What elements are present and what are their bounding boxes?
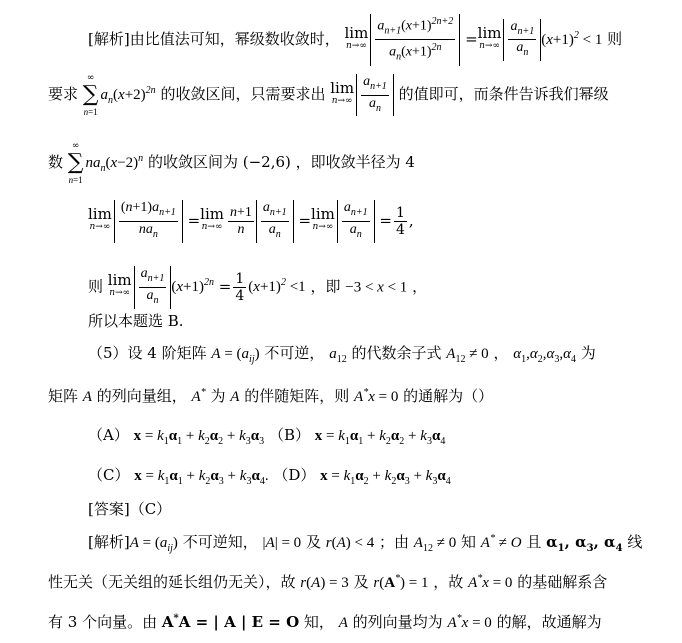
text: 的列向量组， [96, 387, 187, 405]
text: 的收敛区间为 [147, 153, 238, 171]
text: ， [412, 277, 428, 296]
answer-line [88, 498, 171, 520]
limit-expression: lim n→∞ [311, 205, 335, 233]
analysis-5-line-1: [解析]$A = (a_{ij})$ 不可逆知， |A| = 0 及 r(A) < 4 ；由 $A_{12} \ne 0$ 知 A* ≠ O 且 $\alpha_1$, $\alpha_3$, $\alpha_4$ 线 [88, 533, 643, 554]
text: ；由 [379, 533, 410, 551]
text: 线 [627, 533, 643, 551]
text: 不可逆， [264, 344, 325, 362]
conclusion-line [88, 310, 184, 332]
analysis-line-2: 要求 ∞ ∑ n=1 $a_n(x+2)^{2n}$ 的收敛区间，只需要求出 lim n→∞ $\frac{a_{n+1}}{a_n}$ 的值即可，而条件告诉我们幂级 [48, 73, 609, 117]
text: 矩阵 [48, 387, 79, 405]
limit-expression: lim n→∞ [477, 23, 502, 51]
text: 数 [48, 153, 64, 171]
limit-expression: lim n→∞ [200, 205, 224, 233]
limit-expression: lim n→∞ [330, 79, 355, 106]
text: 的解，故通解为 [496, 613, 602, 631]
text: 的列向量均为 [352, 613, 443, 631]
option-d-label: （D） [273, 466, 316, 484]
interval: (−2,6) [242, 153, 291, 171]
options-c-d: （C） $x = k_1\alpha_1 + k_2\alpha_3 + k_3\alpha_4$. （D） $x = k_1\alpha_2 + k_2\alpha_3 + k_3\alpha_4$ [88, 466, 451, 487]
text: 为 [580, 344, 596, 362]
sum-expression: ∞ ∑ n=1 [67, 141, 84, 185]
fraction: $\frac{n+1}{n}$ [230, 204, 252, 237]
analysis-line-3: 数 ∞ ∑ n=1 $na_n(x-2)^n$ 的收敛区间为 (−2,6) ，即收敛半径为 4 [48, 141, 415, 185]
options-a-b: （A） $x = k_1\alpha_1 + k_2\alpha_2 + k_3\alpha_3$ （B） $x = k_1\alpha_1 + k_2\alpha_2 + k_3\alpha_4$ [88, 426, 446, 447]
text: 的通解为（） [403, 387, 494, 405]
analysis-5-line-2: 性无关（无关组的延长组仍无关），故 r(A) = 3 及 r(A*) = 1 ，故 A*x = 0 的基础解系含 [48, 573, 608, 591]
fraction: $\frac{1}{4}$ [395, 204, 405, 238]
limit-expression: lim n→∞ [88, 205, 112, 233]
option-a-label: （A） [88, 426, 129, 444]
fraction: $\frac{1}{4}$ [235, 270, 245, 304]
abs-ratio: $\frac{a_{n+1}}{a_n}$ [356, 74, 394, 117]
analysis-5-line-3: 有 3 个向量。由 A*A = | A | E = O 知， A 的列向量均为 A*x = 0 的解，故通解为 [48, 613, 602, 631]
text: 的基础解系含 [517, 573, 608, 591]
question-5-line-1: （5）设 4 阶矩阵 $A = (a_{ij})$ 不可逆， $a_{12}$ 的代数余子式 $A_{12} \ne 0$ ， $\alpha_1,\alpha_2,\alpha_3,\alpha_4$ 为 [88, 344, 596, 365]
text: [解析] [88, 533, 130, 551]
limit-computation: lim n→∞ $\frac{(n+1)a_{n+1}}{na_n}$ = lim n→∞ $\frac{n+1}{n}$ $\frac{a_{n+1}}{a_n}$ = lim n→∞ $\frac{a_{n+1}}{a_n}$ = $\frac{1}{4}$ , [88, 200, 414, 243]
text: 且 [526, 533, 542, 551]
text: ，即 [310, 277, 341, 296]
abs-ratio: $\frac{a_{n+1}(x+1)^{2n+2}}{a_n(x+1)^{2n}}$ [370, 14, 460, 66]
text: 则 [607, 29, 623, 48]
text: 不可逆知， [182, 533, 258, 551]
text: 所以本题选 B. [88, 312, 184, 330]
text: 及 [353, 573, 369, 591]
limit-expression: lim n→∞ [107, 271, 132, 299]
text: 性无关（无关组的延长组仍无关），故 [48, 573, 296, 591]
text: 要求 [48, 85, 79, 103]
text: 知 [460, 533, 476, 551]
text: 及 [305, 533, 321, 551]
option-b-label: （B） [268, 426, 310, 444]
abs-ratio: $\frac{a_{n+1}}{a_n}$ [337, 200, 375, 243]
question-5-line-2: 矩阵 A 的列向量组， A* 为 A 的伴随矩阵，则 A*x = 0 的通解为（） [48, 387, 494, 405]
text: 的代数余子式 [351, 344, 442, 362]
abs-ratio: $\frac{a_{n+1}}{a_n}$ [134, 266, 172, 309]
abs-ratio: $\frac{(n+1)a_{n+1}}{na_n}$ [114, 200, 183, 243]
text: [解析]由比值法可知，幂级数收敛时， [88, 29, 340, 48]
limit-expression: lim n→∞ [344, 23, 369, 51]
text: ，故 [433, 573, 464, 591]
text: （5）设 4 阶矩阵 [88, 344, 207, 362]
text: 则 [88, 277, 104, 296]
abs-ratio: $\frac{a_{n+1}}{a_n}$ [503, 19, 541, 62]
abs-ratio: $\frac{a_{n+1}}{a_n}$ [256, 200, 294, 243]
sum-expression: ∞ ∑ n=1 [82, 73, 99, 117]
text: 的伴随矩阵，则 [244, 387, 350, 405]
text: 的收敛区间，只需要求出 [160, 85, 326, 103]
text: 有 3 个向量。由 [48, 613, 158, 631]
text: 为 [210, 387, 226, 405]
analysis-line-1: [解析]由比值法可知，幂级数收敛时， lim n→∞ $\frac{a_{n+1}(x+1)^{2n+2}}{a_n(x+1)^{2n}}$ = lim n→∞ $\frac{a_{n+1}}{a_n}$ $(x+1)^2 < 1$ 则 [88, 14, 622, 66]
text: 的值即可，而条件告诉我们幂级 [398, 85, 609, 103]
text: ，即收敛半径为 4 [295, 153, 415, 171]
text: 知， [303, 613, 334, 631]
analysis-line-5: 则 lim n→∞ $\frac{a_{n+1}}{a_n}$ $(x+1)^{2n}$ = $\frac{1}{4}$ $(x+1)^2 <1$ ，即 −3 < x < 1 ， [88, 266, 427, 309]
text: ， [493, 344, 509, 362]
answer-text: [答案]（C） [88, 500, 172, 518]
option-c-label: （C） [88, 466, 130, 484]
